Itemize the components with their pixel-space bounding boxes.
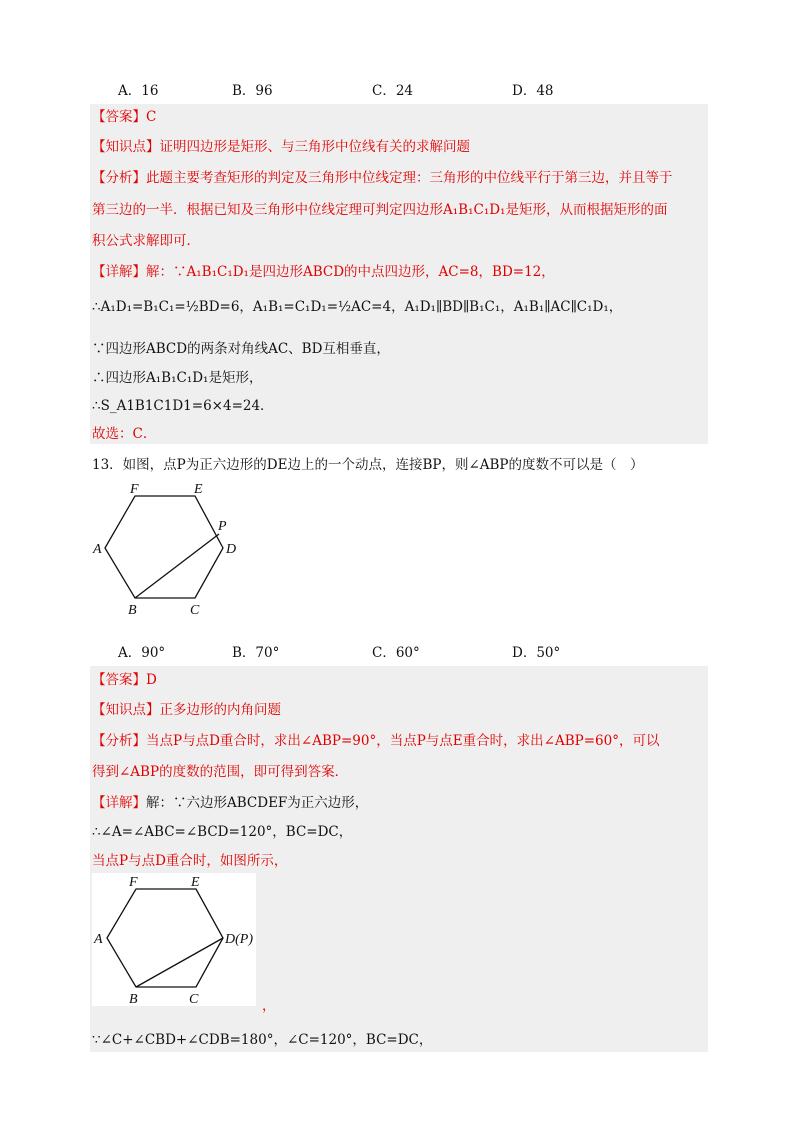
q13-detail-line1 bbox=[92, 793, 368, 813]
q13-detail-line2: ∴∠A=∠ABC=∠BCD=120°，BC=DC， bbox=[92, 824, 353, 840]
hexagon-diagram-2 bbox=[92, 873, 256, 1006]
q12-knowledge bbox=[92, 137, 470, 157]
q13-figure2-comma: ， bbox=[262, 998, 276, 1014]
q12-option-a: A．16 bbox=[118, 83, 159, 99]
q13-analysis-text1: 当点P与点D重合时，求出∠ABP=90°，当点P与点E重合时，求出∠ABP=60°，可以 bbox=[146, 733, 660, 749]
q12-analysis-label: 【分析】 bbox=[92, 170, 146, 186]
q13-analysis-label: 【分析】 bbox=[92, 733, 146, 749]
q12-answer-label: 【答案】 bbox=[92, 109, 146, 125]
q12-option-c: C．24 bbox=[372, 83, 414, 99]
label-a: A bbox=[93, 542, 102, 557]
q13-detail-line3: 当点P与点D重合时，如图所示， bbox=[92, 853, 288, 869]
fig2-label-e: E bbox=[191, 875, 200, 890]
label-e: E bbox=[194, 482, 203, 497]
q13-analysis-line1 bbox=[92, 731, 659, 751]
q12-detail-text1: 解：∵A₁B₁C₁D₁是四边形ABCD的中点四边形，AC=8，BD=12， bbox=[146, 264, 555, 280]
q12-analysis-line2: 第三边的一半．根据已知及三角形中位线定理可判定四边形A₁B₁C₁D₁是矩形，从而根据矩形的面 bbox=[92, 202, 668, 218]
q13-option-d: D．50° bbox=[512, 645, 561, 661]
q12-option-d: D．48 bbox=[512, 83, 554, 99]
q12-analysis-line3: 积公式求解即可． bbox=[92, 233, 200, 249]
q12-detail-line4: ∴四边形A₁B₁C₁D₁是矩形， bbox=[92, 370, 263, 386]
q12-conclusion: 故选：C． bbox=[92, 426, 157, 442]
fig2-label-b: B bbox=[129, 992, 138, 1006]
q13-hexagon-figure-2 bbox=[92, 873, 256, 1006]
q13-option-a: A．90° bbox=[118, 645, 166, 661]
label-b: B bbox=[128, 603, 137, 618]
hexagon-diagram bbox=[90, 478, 250, 620]
q13-answer bbox=[92, 670, 157, 690]
q13-answer-label: 【答案】 bbox=[92, 672, 146, 688]
q12-knowledge-label: 【知识点】 bbox=[92, 139, 160, 155]
q12-knowledge-text: 证明四边形是矩形、与三角形中位线有关的求解问题 bbox=[159, 139, 470, 155]
q13-knowledge-text: 正多边形的内角问题 bbox=[159, 702, 281, 718]
q12-analysis-line1 bbox=[92, 168, 673, 188]
q13-detail-label: 【详解】 bbox=[92, 795, 146, 811]
q12-detail-line2: ∴A₁D₁=B₁C₁=½BD=6，A₁B₁=C₁D₁=½AC=4，A₁D₁∥BD∥B₁C₁，A₁B₁∥AC∥C₁D₁， bbox=[92, 299, 623, 315]
q13-answer-value: D bbox=[146, 672, 157, 688]
q12-detail-line3: ∵四边形ABCD的两条对角线AC、BD互相垂直， bbox=[92, 341, 390, 357]
q13-stem: 13．如图，点P为正六边形的DE边上的一个动点，连接BP，则∠ABP的度数不可以是（ ） bbox=[92, 457, 644, 473]
q12-analysis-text1: 此题主要考查矩形的判定及三角形中位线定理：三角形的中位线平行于第三边，并且等于 bbox=[146, 170, 673, 186]
q13-option-c: C．60° bbox=[372, 645, 420, 661]
q12-detail-label: 【详解】 bbox=[92, 264, 146, 280]
fig2-label-d: D(P) bbox=[225, 932, 253, 947]
q12-option-b: B．96 bbox=[232, 83, 273, 99]
q13-knowledge-label: 【知识点】 bbox=[92, 702, 160, 718]
q13-option-b: B．70° bbox=[232, 645, 280, 661]
label-c: C bbox=[190, 603, 200, 618]
label-d: D bbox=[226, 542, 237, 557]
q13-detail-text1: 解：∵六边形ABCDEF为正六边形， bbox=[146, 795, 369, 811]
q13-detail-line4: ∵∠C+∠CBD+∠CDB=180°，∠C=120°，BC=DC， bbox=[92, 1032, 433, 1048]
q13-knowledge bbox=[92, 700, 281, 720]
q13-hexagon-figure bbox=[90, 478, 250, 620]
q12-answer-value: C bbox=[146, 109, 157, 125]
q12-detail-line1 bbox=[92, 262, 555, 282]
fig2-label-c: C bbox=[189, 992, 199, 1006]
fig2-label-a: A bbox=[94, 932, 103, 947]
fig2-label-f: F bbox=[129, 875, 138, 890]
label-p: P bbox=[218, 519, 227, 534]
q12-answer bbox=[92, 107, 156, 127]
label-f: F bbox=[130, 482, 139, 497]
q12-detail-line5: ∴S_A1B1C1D1=6×4=24． bbox=[92, 398, 274, 414]
q13-analysis-line2: 得到∠ABP的度数的范围，即可得到答案． bbox=[92, 764, 349, 780]
